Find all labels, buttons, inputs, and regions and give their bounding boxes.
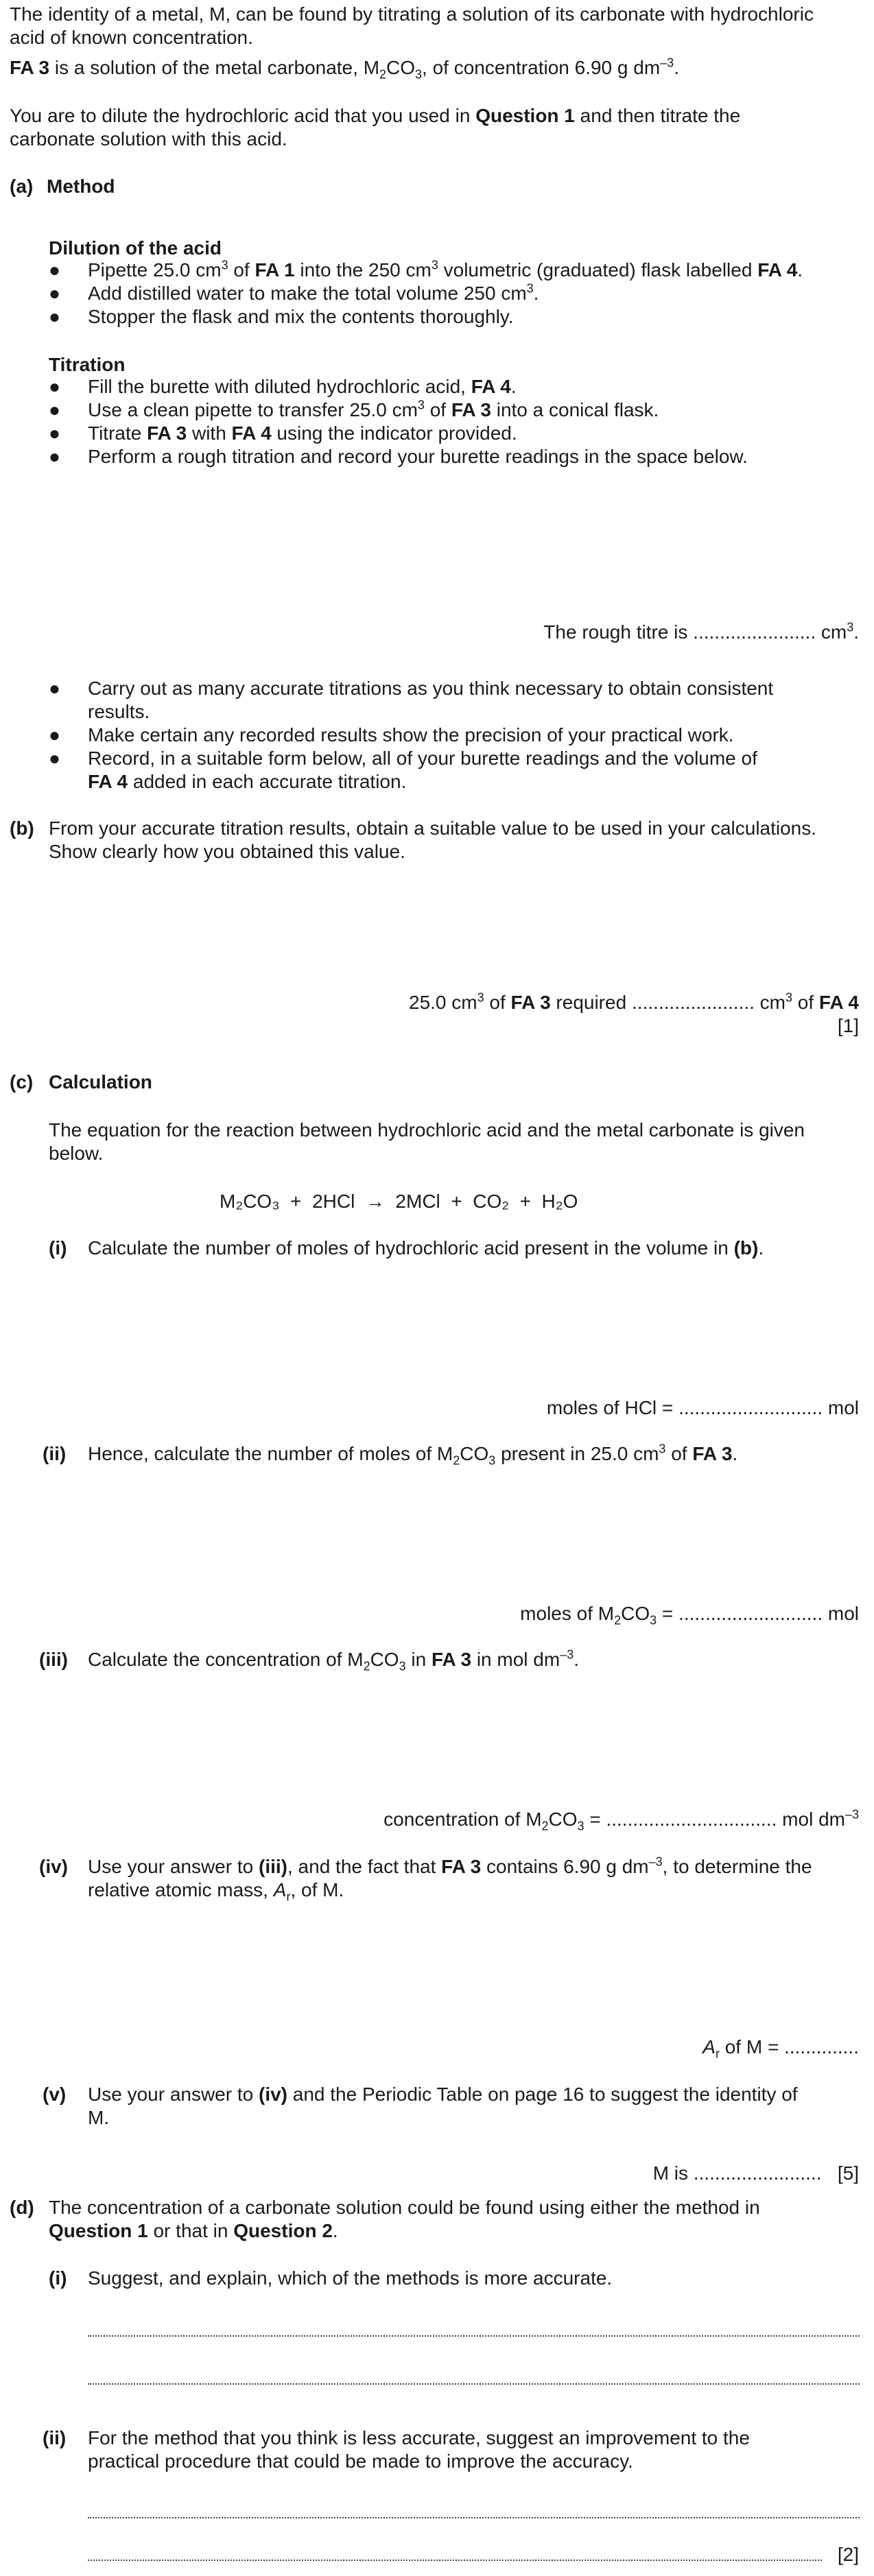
answer-line[interactable]	[88, 2335, 860, 2337]
fa3-description: FA 3 is a solution of the metal carbonate, $M_2CO_3$, of concentration 6.90 g $dm^{-3}$.	[10, 56, 679, 82]
c-iii-label: (iii)	[39, 1649, 68, 1670]
intro-line-2: acid of known concentration.	[10, 27, 253, 48]
intro-line-1: The identity of a metal, M, can be found by titrating a solution of its carbonate with hydrochloric	[10, 3, 814, 25]
answer-line[interactable]	[88, 2560, 822, 2561]
c-i-text: Calculate the number of moles of hydrochloric acid present in the volume in (b).	[88, 1237, 764, 1259]
part-b-text: From your accurate titration results, obtain a suitable value to be used in your calculations. Show clearly how you obtained this value.	[49, 818, 817, 862]
part-a-heading: Method	[47, 176, 115, 197]
c-v-answer[interactable]: M is ........................ [5]	[652, 2162, 859, 2184]
part-c-label: (c)	[10, 1071, 34, 1093]
accurate-step-2: Make certain any recorded results show the precision of your practical work.	[88, 724, 734, 746]
part-c-intro: The equation for the reaction between hydrochloric acid and the metal carbonate is given below.	[49, 1119, 805, 1164]
dilution-step-2: Add distilled water to make the total volume 250 $cm^3$.	[88, 281, 539, 304]
c-ii-text: Hence, calculate the number of moles of $M_2CO_3$ present in 25.0 $cm^3$ of FA 3.	[88, 1442, 738, 1468]
titration-step-2: Use a clean pipette to transfer 25.0 $cm^3$ of FA 3 into a conical flask.	[88, 398, 659, 420]
c-v-text: Use your answer to (iv) and the Periodic Table on page 16 to suggest the identity of M.	[88, 2084, 798, 2128]
c-marks: [5]	[837, 2162, 859, 2184]
accurate-step-3: Record, in a suitable form below, all of your burette readings and the volume of FA 4 added in each accurate titration.	[88, 748, 757, 792]
d-i-text: Suggest, and explain, which of the methods is more accurate.	[88, 2267, 613, 2289]
intro-text	[10, 3, 867, 49]
titration-step-1: Fill the burette with diluted hydrochloric acid, FA 4.	[88, 376, 517, 397]
bullet: ●	[49, 724, 60, 746]
bullet: ●	[49, 678, 60, 699]
part-a-label: (a)	[10, 176, 34, 197]
bullet: ●	[49, 259, 60, 281]
c-ii-label: (ii)	[43, 1443, 67, 1464]
dilution-step-3: Stopper the flask and mix the contents thoroughly.	[88, 306, 514, 327]
titration-step-4: Perform a rough titration and record your burette readings in the space below.	[88, 446, 748, 467]
bullet: ●	[49, 446, 60, 467]
c-iv-text: Use your answer to (iii), and the fact that FA 3 contains 6.90 g $dm^{-3}$, to determine the relative atomic mass, $A_r$, of M.	[88, 1855, 812, 1904]
accurate-step-1: Carry out as many accurate titrations as you think necessary to obtain consistent results.	[88, 678, 774, 722]
d-ii-label: (ii)	[43, 2427, 67, 2448]
part-d-text: The concentration of a carbonate solution could be found using either the method in Question 1 or that in Question 2.	[49, 2197, 760, 2241]
c-i-label: (i)	[49, 1237, 67, 1259]
reaction-equation: M₂CO₃ + 2HCl → 2MCl + CO₂ + H₂O	[220, 1191, 578, 1212]
c-iii-answer[interactable]: concentration of $M_2CO_3$ = ................................ mol $dm^{-3}$	[383, 1807, 859, 1833]
part-d-label: (d)	[10, 2197, 34, 2218]
part-b-label: (b)	[10, 818, 34, 839]
part-d-marks: [2]	[837, 2544, 859, 2565]
answer-line[interactable]	[88, 2517, 860, 2518]
titration-step-3: Titrate FA 3 with FA 4 using the indicator provided.	[88, 422, 517, 444]
c-v-label: (v)	[43, 2084, 67, 2105]
answer-line[interactable]	[88, 2383, 860, 2385]
bullet: ●	[49, 422, 60, 444]
bullet: ●	[49, 306, 60, 327]
d-i-label: (i)	[49, 2267, 67, 2289]
part-b-answer[interactable]: 25.0 $cm^3$ of FA 3 required ....................... $cm^3$ of FA 4	[409, 990, 859, 1013]
d-ii-text: For the method that you think is less accurate, suggest an improvement to the practical procedure that could be made to improve the accuracy.	[88, 2427, 750, 2472]
rough-titre-answer[interactable]: The rough titre is ....................... $cm^3$.	[543, 620, 859, 643]
part-c-heading: Calculation	[49, 1071, 152, 1093]
c-iv-label: (iv)	[39, 1856, 68, 1877]
bullet: ●	[49, 399, 60, 420]
dilution-step-1: Pipette 25.0 $cm^3$ of FA 1 into the 250 $cm^3$ volumetric (graduated) flask labelled FA 4.	[88, 258, 803, 281]
bullet: ●	[49, 748, 60, 769]
bullet: ●	[49, 283, 60, 304]
c-iv-answer[interactable]: $A_r$ of M = ..............	[702, 2036, 859, 2061]
titration-heading: Titration	[49, 354, 126, 375]
dilution-heading: Dilution of the acid	[49, 237, 222, 259]
dilute-instruction: You are to dilute the hydrochloric acid that you used in Question 1 and then titrate the carbonate solution with this acid.	[10, 105, 741, 150]
c-i-answer[interactable]: moles of HCl = ........................... mol	[546, 1397, 859, 1418]
bullet: ●	[49, 376, 60, 397]
c-ii-answer[interactable]: moles of $M_2CO_3$ = ........................... mol	[520, 1603, 859, 1627]
part-b-marks: [1]	[837, 1015, 859, 1036]
c-iii-text: Calculate the concentration of $M_2CO_3$ in FA 3 in mol $dm^{-3}$.	[88, 1647, 580, 1673]
